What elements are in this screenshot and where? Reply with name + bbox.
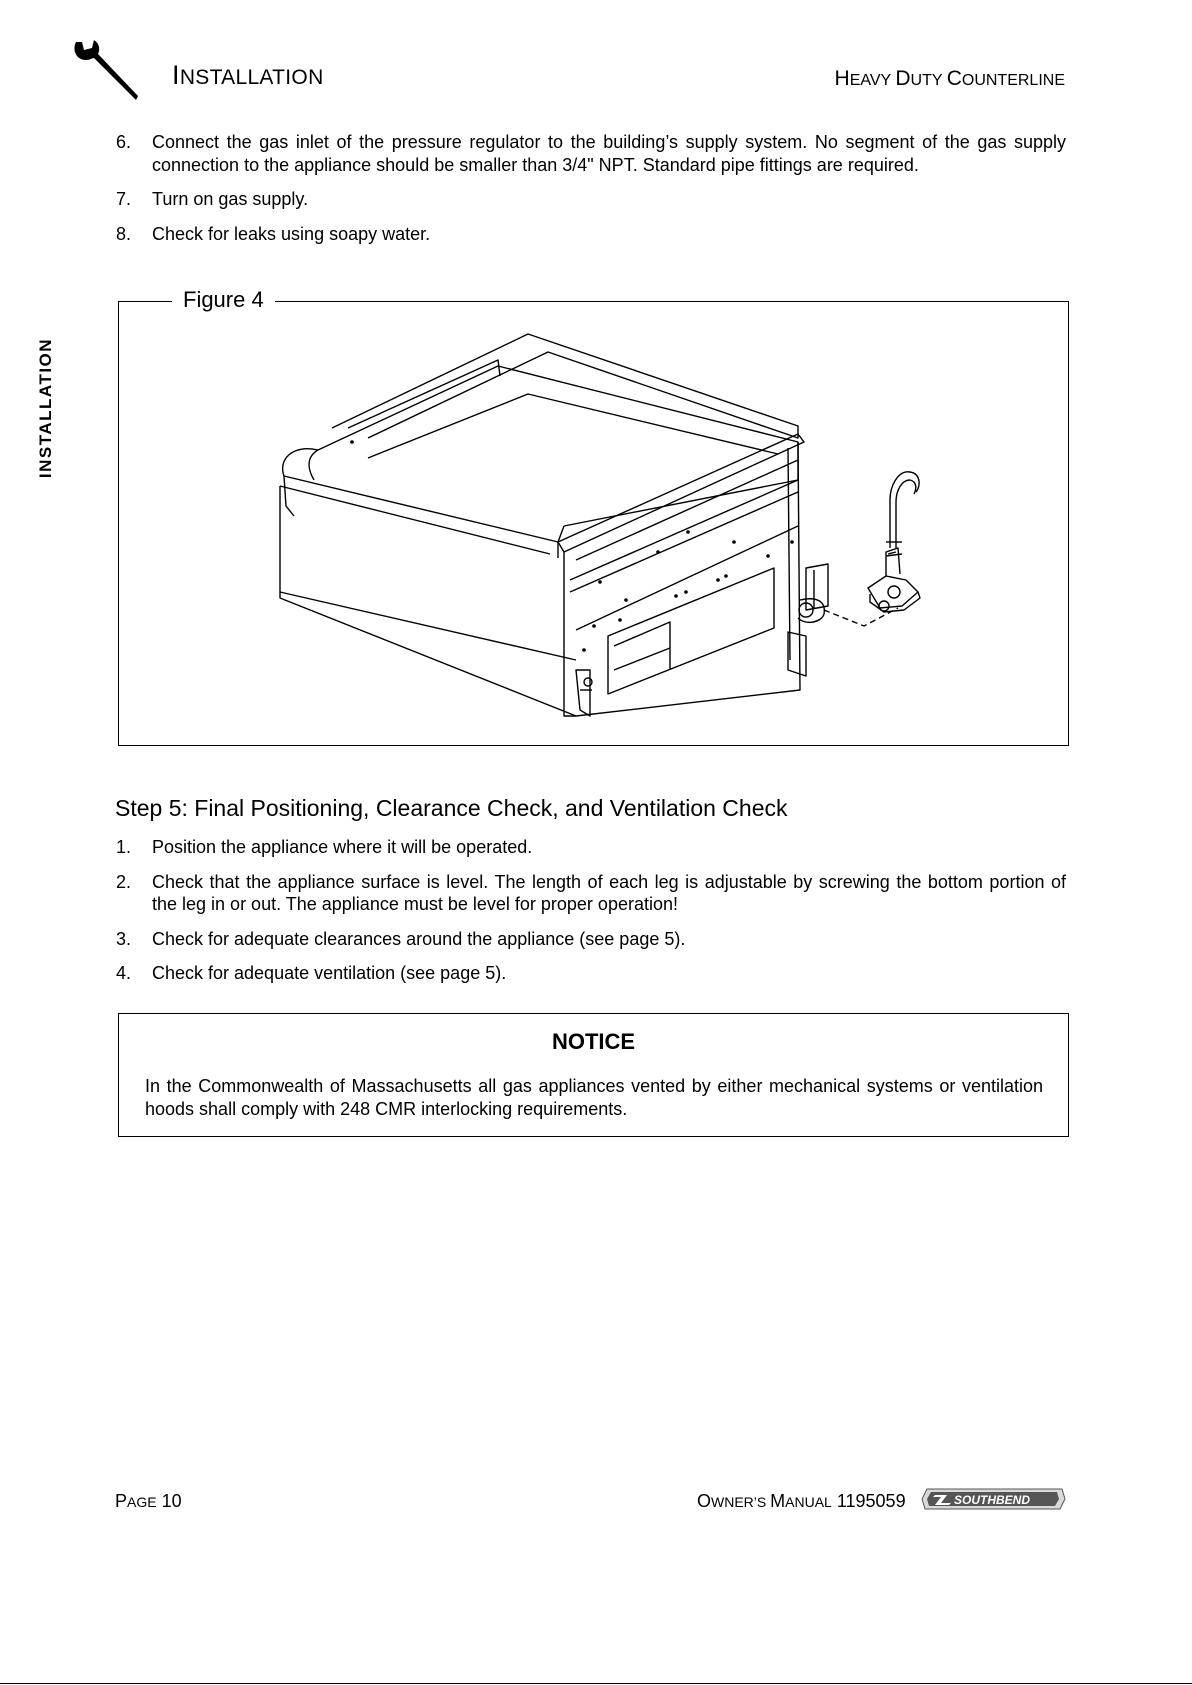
figure-label: Figure 4 (172, 287, 275, 313)
notice-body: In the Commonwealth of Massachusetts all gas appliances vented by either mechanical systems or ventilation hoods shall comply with 248 CMR interlocking requirements. (145, 1076, 1043, 1119)
notice-title: NOTICE (551, 1029, 636, 1054)
list-item: 3. Check for adequate clearances around the appliance (see page 5). (116, 928, 686, 949)
notice-box (118, 1013, 1069, 1137)
list-item: 8. Check for leaks using soapy water. (116, 223, 431, 244)
final-positioning-steps (116, 836, 1066, 997)
step5-heading: Step 5: Final Positioning, Clearance Check, and Ventilation Check (115, 795, 788, 821)
list-item: 2. Check that the appliance surface is level. The length of each leg is adjustable by screwing the bottom portion of the leg in or out. The appliance must be level for proper operation! (116, 871, 1066, 914)
gas-connection-steps (116, 131, 1066, 257)
product-name: HEAVY DUTY COUNTERLINE (834, 67, 1065, 90)
list-item: 6. Connect the gas inlet of the pressure regulator to the building’s supply system. No segment of the gas supply connection to the appliance should be smaller than 3/4" NPT. Standard pipe fittings are required. (116, 132, 1066, 175)
manual-reference: OWNER’S MANUAL 1195059 (697, 1491, 906, 1511)
griddle-illustration (258, 330, 938, 730)
section-title: INSTALLATION (172, 60, 324, 90)
bottom-rule (0, 1683, 1192, 1684)
list-item: 4. Check for adequate ventilation (see page 5). (116, 963, 507, 983)
side-section-tab: INSTALLATION (36, 337, 55, 479)
wrench-icon (70, 36, 142, 106)
page-number: PAGE 10 (115, 1491, 182, 1511)
list-item: 1. Position the appliance where it will be operated. (116, 837, 533, 857)
list-item: 7. Turn on gas supply. (116, 189, 309, 209)
svg-text:SOUTHBEND: SOUTHBEND (954, 1493, 1031, 1507)
southbend-logo (921, 1488, 1066, 1510)
